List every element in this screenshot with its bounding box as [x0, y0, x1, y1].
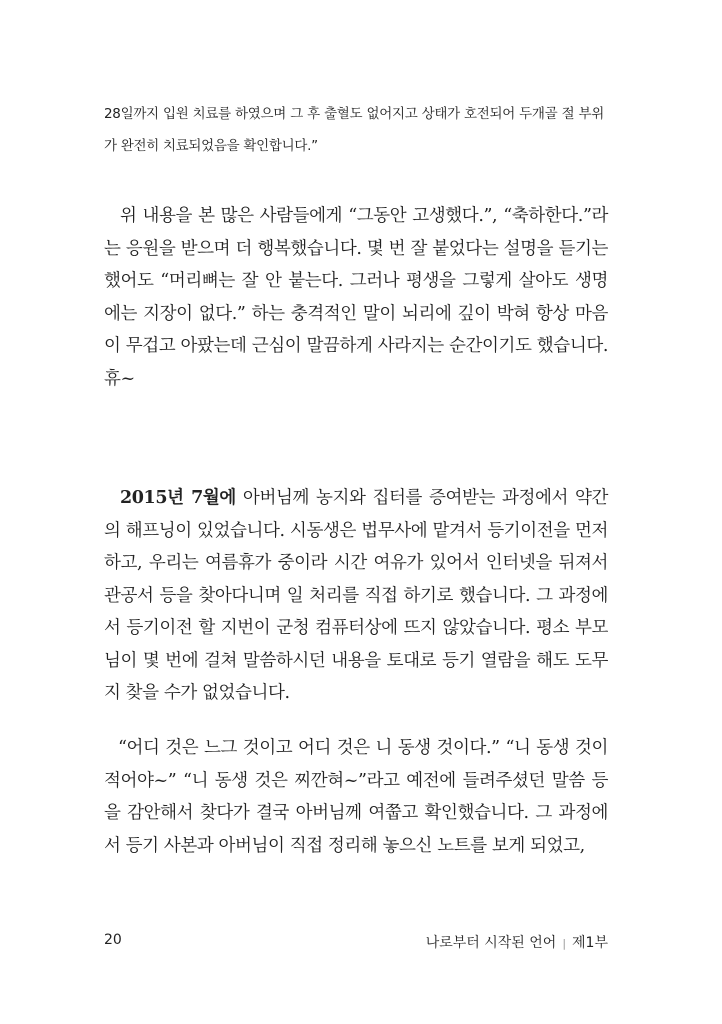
- page-footer: [104, 932, 608, 956]
- body-paragraph-3: “어디 것은 느그 것이고 어디 것은 니 동생 것이다.” “니 동생 것이 적어야~” “니 동생 것은 찌깐혀~”라고 예전에 들려주셨던 말씀 등을 감안해서 찾다가 결국 아버님께 여쭙고 확인했습니다. 그 과정에서 등기 사본과 아버님이 직접 정리해 놓으신 노트를 보게 되었고,: [104, 738, 608, 856]
- footer-separator: |: [562, 937, 567, 950]
- running-head: [426, 932, 608, 952]
- body-paragraph-1: 위 내용을 본 많은 사람들에게 “그동안 고생했다.”, “축하한다.”라는 응원을 받으며 더 행복했습니다. 몇 번 잘 붙었다는 설명을 듣기는 했어도 “머리뼈는 잘 안 붙는다. 그러나 평생을 그렇게 살아도 생명에는 지장이 없다.” 하는 충격적인 말이 뇌리에 깊이 박혀 항상 마음이 무겁고 아팠는데 근심이 말끔하게 사라지는 순간이기도 했습니다.휴~: [104, 206, 608, 389]
- page-number: 20: [104, 932, 122, 948]
- body-paragraph-2: [104, 482, 608, 710]
- quoted-text: 28일까지 입원 치료를 하였으며 그 후 출혈도 없어지고 상태가 호전되어 두개골 절 부위가 완전히 치료되었음을 확인합니다.”: [104, 106, 604, 154]
- paragraph-2-text: 아버님께 농지와 집터를 증여받는 과정에서 약간의 해프닝이 있었습니다. 시동생은 법무사에 맡겨서 등기이전을 먼저 하고, 우리는 여름휴가 중이라 시간 여유가 있어서 인터넷을 뒤져서 관공서 등을 찾아다니며 일 처리를 직접 하기로 했습니다. 그 과정에서 등기이전 할 지번이 군청 컴퓨터상에 뜨지 않았습니다. 평소 부모님이 몇 번에 걸쳐 말씀하시던 내용을 토대로 등기 열람을 해도 도무지 찾을 수가 없었습니다.: [104, 488, 609, 703]
- part-label: 제1부: [572, 935, 608, 951]
- book-title: 나로부터 시작된 언어: [425, 935, 557, 951]
- date-lead: 2015년 7월에: [120, 488, 236, 508]
